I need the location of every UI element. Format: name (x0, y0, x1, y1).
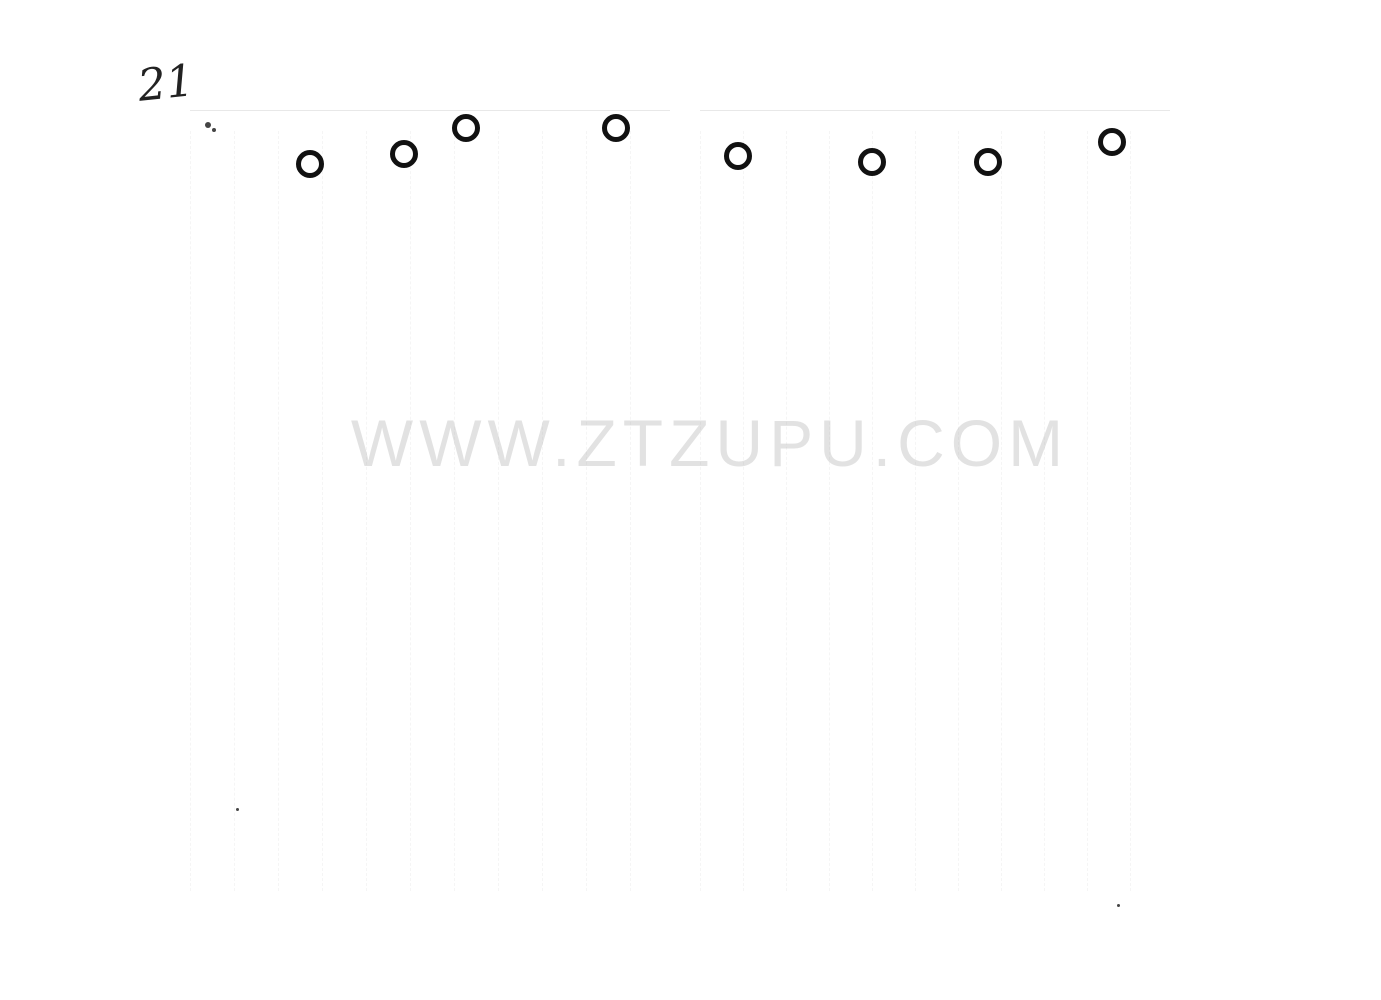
ring-marker (390, 140, 418, 168)
ring-marker (296, 150, 324, 178)
text-column (915, 131, 954, 891)
text-column (958, 131, 997, 891)
watermark-url: WWW.ZTZUPU.COM (350, 406, 1070, 480)
text-column (498, 131, 537, 891)
text-column (542, 131, 581, 891)
text-column (786, 131, 825, 891)
scan-speck (205, 122, 211, 128)
text-column (1087, 131, 1126, 891)
scan-speck (236, 808, 239, 811)
text-column (278, 131, 317, 891)
scan-speck (212, 128, 216, 132)
text-column (366, 131, 405, 891)
ring-marker (602, 114, 630, 142)
ring-marker (1098, 128, 1126, 156)
ring-marker (858, 148, 886, 176)
text-column (1044, 131, 1083, 891)
page-number: 21 (135, 55, 197, 112)
scan-speck (1117, 904, 1120, 907)
text-column (322, 131, 361, 891)
ring-marker (974, 148, 1002, 176)
ring-marker (452, 114, 480, 142)
left-leaf (190, 110, 670, 921)
text-column (829, 131, 868, 891)
text-column (743, 131, 782, 891)
text-column (630, 131, 669, 891)
text-column (454, 131, 493, 891)
ring-marker (724, 142, 752, 170)
text-column (410, 131, 449, 891)
text-column (586, 131, 625, 891)
text-column (872, 131, 911, 891)
right-leaf (700, 110, 1170, 921)
text-column (190, 131, 229, 891)
text-column (234, 131, 273, 891)
text-column (700, 131, 739, 891)
text-column (1130, 131, 1169, 891)
text-column (1001, 131, 1040, 891)
